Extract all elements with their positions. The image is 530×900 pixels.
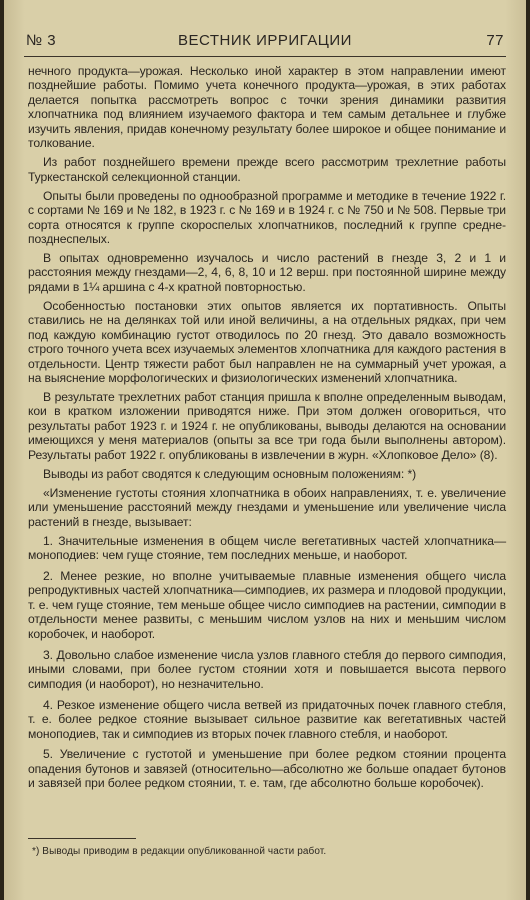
list-item: 5. Увеличение с густотой и уменьшение при более редком стоянии процента опадения бутонов и завязей (относительно—абсолютно же больше опадает бутонов и завязей при более редком стоянии, т. е. там, где абсолютно больше коробочек). — [28, 747, 506, 791]
list-item: 2. Менее резкие, но вполне учитываемые плавные изменения общего числа репродуктивных частей хлопчатника—симподиев, их размера и плодовой продукции, т. е. чем гуще стояние, тем меньше общее число симподиев на растении, симподии в отдельности менее развиты, с меньшим числом узлов на них и меньшим числом коробочек, и наоборот. — [28, 569, 506, 641]
paragraph: В опытах одновременно изучалось и число растений в гнезде 3, 2 и 1 и расстояния между гнездами—2, 4, 6, 8, 10 и 12 верш. при постоянной ширине между рядами в 1¼ аршина с 4-х кратной повторностью. — [28, 250, 506, 294]
paragraph: Выводы из работ сводятся к следующим основным положениям: *) — [43, 466, 417, 481]
list-item: 1. Значительные изменения в общем числе вегетативных частей хлопчатника—моноподиев: чем гуще стояние, тем последних меньше, и наоборот. — [28, 533, 506, 563]
document-page — [4, 0, 526, 900]
article-body — [28, 64, 506, 797]
paragraph: Опыты были проведены по однообразной программе и методике в течение 1922 г. с сортами № 169 и № 182, в 1923 г. с № 169 и в 1924 г. с № 750 и № 508. Первые три сорта относятся к группе скороспелых хлопчатников, последний к группе средне-позднеспелых. — [28, 188, 506, 246]
footnote: *) Выводы приводим в редакции опубликованной части работ. — [32, 846, 327, 857]
journal-title: ВЕСТНИК ИРРИГАЦИИ — [178, 32, 352, 49]
page-number: 77 — [486, 32, 504, 49]
paragraph: Из работ позднейшего времени прежде всего рассмотрим трехлетние работы Туркестанской селекционной станции. — [28, 155, 506, 184]
issue-number: № 3 — [26, 32, 57, 49]
list-item: 4. Резкое изменение общего числа ветвей из придаточных почек главного стебля, т. е. более редкое стояние вызывает сильное развитие как вегетативных частей моноподиев, так и симподиев из вторых почек главного стебля, и наоборот. — [28, 697, 506, 741]
paragraph: «Изменение густоты стояния хлопчатника в обоих направлениях, т. е. увеличение или уменьшение расстояний между гнездами и уменьшение или увеличение числа растений в гнезде, вызывает: — [28, 485, 506, 529]
header-rule — [24, 56, 506, 57]
paragraph: Особенностью постановки этих опытов является их портативность. Опыты ставились не на делянках той или иной величины, а на отдельных рядках, при чем под каждую комбинацию густот отводилось по 20 гнезд. Это давало возможность строго точного учета всех изучаемых элементов хлопчатника для каждого растения в отдельности. Центр тяжести работ был направлен не на суммарный учет урожая, а на выяснение морфологических и физиологических изменений хлопчатника. — [28, 298, 506, 386]
paragraph: В результате трехлетних работ станция пришла к вполне определенным выводам, кои в кратком изложении приводятся ниже. При этом должен оговориться, что результаты работ 1923 г. и 1924 г. не опубликованы, выводы делаются на основании имеющихся у меня материалов (опыты за все три года были выполнены автором). Результаты работ 1922 г. опубликованы в извлечении в журн. «Хлопковое Дело» (8). — [28, 390, 506, 462]
list-item: 3. Довольно слабое изменение числа узлов главного стебля до первого симподия, иными словами, при более густом стоянии хотя и повышается высота первого симподия (и наоборот), но незначительно. — [28, 647, 506, 691]
running-header — [26, 28, 504, 52]
footnote-rule — [28, 838, 136, 839]
paragraph: нечного продукта—урожая. Несколько иной характер в этом направлении имеют позднейшие работы. Помимо учета конечного продукта—урожая, в этих работах делается попытка рассмотреть вопрос с точки зрения динамики развития хлопчатника под влиянием изучаемого фактора и тем самым детальнее и глубже изучить явления, придав конечному результату более широкое и общее понимание и толкование. — [28, 64, 506, 151]
